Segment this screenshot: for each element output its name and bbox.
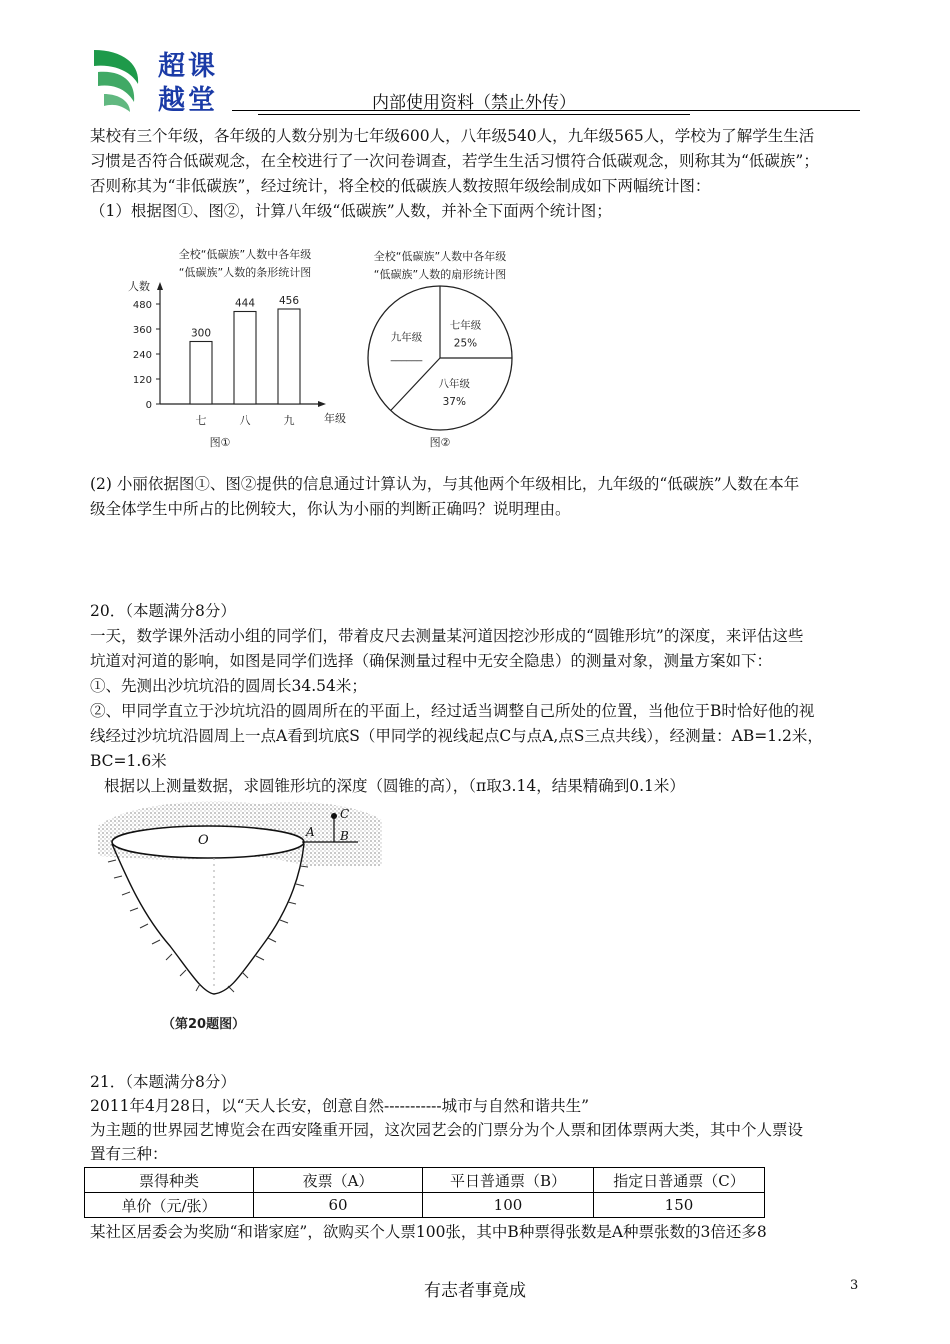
pie-slice-value: ______ — [390, 349, 423, 362]
pie-chart — [360, 240, 530, 456]
q21-heading: 21．（本题满分8分） — [90, 1073, 236, 1091]
y-tick-label: 360 — [132, 325, 152, 336]
q19-text-line-3: 否则称其为“非低碳族”，经过统计，将全校的低碳族人数按照年级绘制成如下两幅统计图： — [90, 177, 711, 195]
y-axis-arrow-icon — [157, 282, 163, 290]
logo — [90, 44, 232, 114]
x-axis-arrow-icon — [318, 401, 326, 407]
table-cell: 100 — [423, 1193, 594, 1218]
q20-text-line-4: ②、甲同学直立于沙坑坑沿的圆周所在的平面上，经过适当调整自己所处的位置，当他位于B时恰好他的视 — [90, 702, 815, 720]
y-tick-label: 240 — [132, 350, 152, 361]
label-c: C — [340, 807, 350, 821]
ticket-price-table — [84, 1167, 765, 1218]
label-b: B — [340, 829, 349, 843]
q20-heading: 20．（本题满分8分） — [90, 602, 236, 620]
bar-value-label: 444 — [234, 297, 256, 310]
bar-chart — [120, 236, 360, 456]
bar-chart-caption: 图① — [209, 436, 231, 449]
label-o: O — [198, 833, 209, 848]
x-tick-label: 九 — [283, 414, 295, 427]
bar — [278, 309, 300, 404]
x-tick-label: 七 — [195, 414, 207, 427]
table-cell: 平日普通票（B） — [423, 1168, 594, 1193]
bar-chart-title: 全校“低碳族”人数中各年级 — [178, 248, 312, 261]
pie-chart-subtitle: “低碳族”人数的扇形统计图 — [373, 268, 507, 281]
pie-slice-value: 37% — [442, 396, 466, 409]
q19-text-line-1: 某校有三个年级，各年级的人数分别为七年级600人，八年级540人，九年级565人，学校为了解学生生活 — [90, 127, 815, 145]
pie-slice-label: 九年级 — [390, 331, 423, 344]
table-cell: 60 — [254, 1193, 423, 1218]
bar-chart-xlabel: 年级 — [324, 412, 346, 425]
table-cell: 指定日普通票（C） — [594, 1168, 765, 1193]
q21-text-line-2: 为主题的世界园艺博览会在西安隆重开园，这次园艺会的门票分为个人票和团体票两大类，其中个人票设 — [90, 1121, 804, 1139]
q20-text-line-2: 坑道对河道的影响，如图是同学们选择（确保测量过程中无安全隐患）的测量对象，测量方案如下： — [90, 652, 773, 670]
label-a: A — [306, 825, 315, 839]
q19-text-line-2: 习惯是否符合低碳观念，在全校进行了一次问卷调查，若学生生活习惯符合低碳观念，则称其为“低碳族”； — [90, 152, 819, 170]
table-cell: 票得种类 — [85, 1168, 254, 1193]
bar-value-label: 456 — [278, 295, 300, 307]
q20-text-line-5: 线经过沙坑坑沿圆周上一点A看到坑底S（甲同学的视线起点C与点A,点S三点共线），经测量：AB=1.2米， — [90, 727, 823, 745]
q20-text-line-3: ①、先测出沙坑坑沿的圆周长34.54米； — [90, 677, 367, 695]
pie-chart-caption: 图② — [429, 436, 451, 449]
pie-chart-title: 全校“低碳族”人数中各年级 — [373, 250, 507, 263]
header-rule — [232, 110, 860, 111]
logo-text-bottom: 越堂 — [158, 85, 218, 116]
bar-chart-subtitle: “低碳族”人数的条形统计图 — [178, 266, 312, 279]
table-cell: 150 — [594, 1193, 765, 1218]
bar — [190, 342, 212, 405]
q20-text-line-7: 根据以上测量数据，求圆锥形坑的深度（圆锥的高），（π取3.14，结果精确到0.1米） — [104, 777, 685, 795]
bar-value-label: 300 — [190, 327, 212, 340]
table-cell: 夜票（A） — [254, 1168, 423, 1193]
table-cell: 单价（元/张） — [85, 1193, 254, 1218]
figure-caption: （第20题图） — [162, 1017, 246, 1032]
y-tick-label: 480 — [132, 300, 152, 311]
pie-slice-value: 25% — [453, 337, 478, 350]
q19-part-1: （1）根据图①、图②，计算八年级“低碳族”人数，并补全下面两个统计图； — [90, 202, 612, 220]
cone-pit-figure — [90, 796, 390, 1040]
y-tick-label: 120 — [132, 375, 152, 386]
pie-slice-label: 七年级 — [449, 319, 482, 332]
y-tick-label: 0 — [145, 400, 152, 411]
pie-slice-label: 八年级 — [438, 378, 471, 391]
q20-text-line-1: 一天，数学课外活动小组的同学们，带着皮尺去测量某河道因挖沙形成的“圆锥形坑”的深度，来评估这些 — [90, 627, 804, 645]
footer-motto: 有志者事竟成 — [424, 1281, 526, 1301]
table-header-row — [85, 1168, 765, 1193]
page-number: 3 — [850, 1278, 859, 1293]
q21-text-line-1: 2011年4月28日，以“天人长安，创意自然-----------城市与自然和谐共生” — [90, 1097, 589, 1115]
q21-text-line-4: 某社区居委会为奖励“和谐家庭”，欲购买个人票100张，其中B种票得张数是A种票张数的3倍还多8 — [90, 1223, 767, 1241]
bar-chart-ylabel: 人数 — [128, 280, 150, 293]
person-head-icon — [331, 813, 337, 819]
q20-text-line-6: BC=1.6米 — [90, 752, 167, 770]
bar — [234, 312, 256, 405]
x-tick-label: 八 — [239, 414, 251, 427]
table-row — [85, 1193, 765, 1218]
q19-part-2-line-1: (2) 小丽依据图①、图②提供的信息通过计算认为，与其他两个年级相比，九年级的“低碳族”人数在本年 — [90, 475, 800, 493]
q21-text-line-3: 置有三种： — [90, 1145, 168, 1163]
q19-part-2-line-2: 级全体学生中所占的比例较大，你认为小丽的判断正确吗？说明理由。 — [90, 500, 571, 518]
pit-cone-outline — [112, 844, 304, 994]
header-title: 内部使用资料（禁止外传） — [258, 88, 690, 115]
logo-text-top: 超课 — [158, 51, 218, 82]
